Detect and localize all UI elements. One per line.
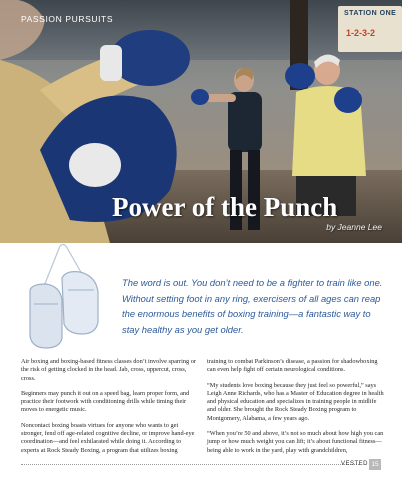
body-paragraph: Noncontact boxing boasts virtues for anyone who wants to get stronger, fend off age-related cognitive decline, or improve hand-eye coordination—and feel exhilarated while doing it. According to experts at Rock Steady Boxing, a program that utilizes boxing <box>21 421 195 454</box>
page-number: 15 <box>369 459 381 470</box>
footer-divider <box>21 464 359 465</box>
body-paragraph: Beginners may punch it out on a speed bag, learn proper form, and practice their footwork with conditioning drills while timing their moves to energetic music. <box>21 389 190 414</box>
hanging-gloves-illustration <box>22 244 106 354</box>
station-sign-title: STATION ONE <box>344 10 397 17</box>
body-paragraph: “When you’re 50 and above, it’s not so much about how high you can jump or how much weight you can lift; it’s about functional fitness—being able to work in the yard, play with grandchildren, <box>207 430 384 454</box>
left-glove <box>30 284 62 348</box>
section-label: PASSION PURSUITS <box>21 14 114 24</box>
right-glove <box>62 272 98 334</box>
body-paragraph: “My students love boxing because they just feel so powerful,” says Leigh Anne Richards, who has a Master of Education degree in health and physical education and specializes in training people in midlife and older. She brought the Rock Steady Boxing program to Montgomery, Alabama, a few years ago. <box>207 381 384 422</box>
body-paragraph: Air boxing and boxing-based fitness classes don’t involve sparring or the risk of getting clocked in the head. Jab, cross, uppercut, cross, cross. <box>21 358 196 382</box>
body-column-left <box>21 358 198 462</box>
station-sign-combo: 1-2-3-2 <box>346 28 376 38</box>
article-title: Power of the Punch <box>112 192 338 222</box>
article-byline: by Jeanne Lee <box>326 222 382 232</box>
footer-publication-label: VESTED <box>341 461 369 467</box>
body-paragraph: training to combat Parkinson’s disease, a passion for shadowboxing can even help fight off certain neurological conditions. <box>207 358 378 374</box>
body-column-right <box>207 358 384 462</box>
intro-paragraph: The word is out. You don’t need to be a fighter to train like one. Without setting foot in any ring, exercisers of all ages can reap the enormous benefits of boxing training—a fantastic way to stay healthy as you get older. <box>122 277 383 335</box>
